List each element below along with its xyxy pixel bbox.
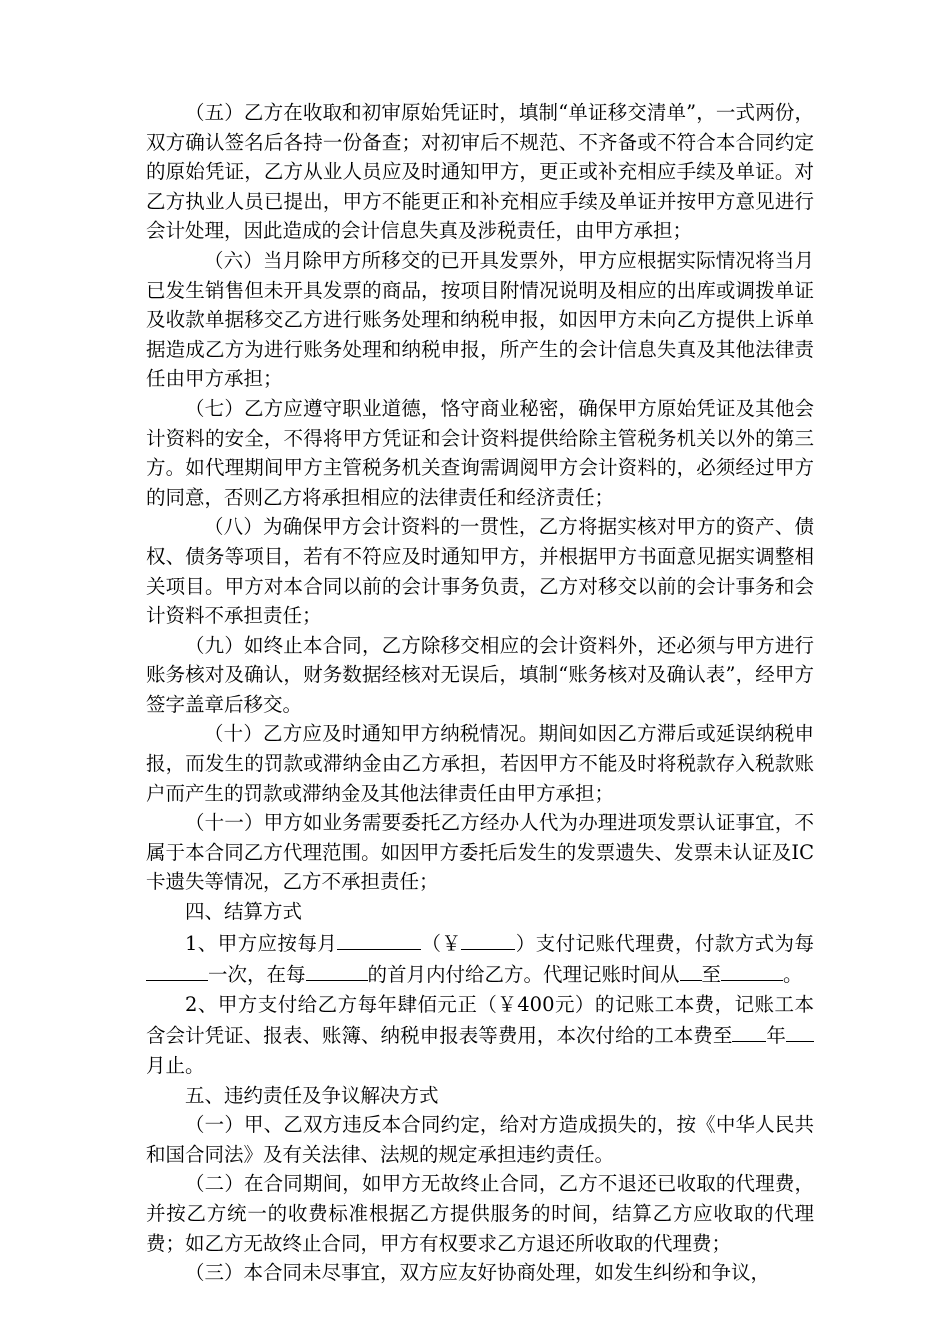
settlement-text: 年 (766, 1024, 786, 1048)
clause-8: （八）为确保甲方会计资料的一贯性，乙方将据实核对甲方的资产、债权、债务等项目，若有不符应及时通知甲方，并根据甲方书面意见据实调整相关项目。甲方对本合同以前的会计事务负责，乙方对移交以前的会计事务和会计资料不承担责任； (146, 515, 814, 628)
settlement-text: ）支付记账代理费，付款方式为每 (515, 931, 814, 955)
settlement-clause-2 (146, 990, 814, 1081)
clause-11: （十一）甲方如业务需要委托乙方经办人代为办理进项发票认证事宜，不属于本合同乙方代理范围。如因甲方委托后发生的发票遗失、发票未认证及IC卡遗失等情况，乙方不承担责任； (146, 811, 814, 894)
clause-9: （九）如终止本合同，乙方除移交相应的会计资料外，还必须与甲方进行账务核对及确认，财务数据经核对无误后，填制“账务核对及确认表”，经甲方签字盖章后移交。 (146, 633, 814, 716)
settlement-text: 的首月内付给乙方。代理记账时间从 (367, 963, 680, 987)
section-heading-5: 五、违约责任及争议解决方式 (185, 1083, 439, 1107)
payment-period-blank[interactable] (146, 958, 208, 981)
settlement-text: 。 (783, 963, 803, 987)
clause-6: （六）当月除甲方所移交的已开具发票外，甲方应根据实际情况将当月已发生销售但未开具发票的商品，按项目附情况说明及相应的出库或调拨单证及收款单据移交乙方进行账务处理和纳税申报，如因甲方未向乙方提供上诉单据造成乙方为进行账务处理和纳税申报，所产生的会计信息失真及其他法律责任由甲方承担； (146, 248, 814, 391)
settlement-text: 1、甲方应按每月 (185, 931, 338, 955)
liability-clause-1: （一）甲、乙双方违反本合同约定，给对方造成损失的，按《中华人民共和国合同法》及有关法律、法规的规定承担违约责任。 (146, 1113, 814, 1166)
settlement-clause-1 (146, 927, 814, 990)
settlement-text: 至 (701, 963, 722, 987)
clause-7: （七）乙方应遵守职业道德，恪守商业秘密，确保甲方原始凭证及其他会计资料的安全，不得将甲方凭证和会计资料提供给除主管税务机关以外的第三方。如代理期间甲方主管税务机关查询需调阅甲方会计资料的，必须经过甲方的同意，否则乙方将承担相应的法律责任和经济责任； (146, 396, 814, 509)
clause-10: （十）乙方应及时通知甲方纳税情况。期间如因乙方滞后或延误纳税申报，而发生的罚款或滞纳金由乙方承担，若因甲方不能及时将税款存入税款账户而产生的罚款或滞纳金及其他法律责任由甲方承担； (146, 722, 814, 805)
liability-clause-3: （三）本合同未尽事宜，双方应友好协商处理，如发生纠纷和争议， (185, 1261, 771, 1285)
month-blank[interactable] (786, 1019, 814, 1042)
year-blank[interactable] (732, 1019, 766, 1042)
contract-page (146, 98, 814, 1288)
end-date-blank[interactable] (721, 958, 783, 981)
clause-5: （五）乙方在收取和初审原始凭证时，填制“单证移交清单”，一式两份，双方确认签名后各持一份备查；对初审后不规范、不齐备或不符合本合同约定的原始凭证，乙方从业人员应及时通知甲方，更正或补充相应手续及单证。对乙方执业人员已提出，甲方不能更正和补充相应手续及单证并按甲方意见进行会计处理，因此造成的会计信息失真及涉税责任，由甲方承担； (146, 101, 814, 243)
settlement-text: （￥ (421, 931, 462, 955)
settlement-text: 月止。 (146, 1054, 205, 1077)
monthly-fee-blank[interactable] (337, 927, 421, 950)
settlement-text: 2、甲方支付给乙方每年肆佰元正（￥400元）的记账工本费，记账工本含会计凭证、报表、账簿、纳税申报表等费用，本次付给的工本费至 (146, 992, 814, 1048)
payment-cycle-blank[interactable] (306, 958, 368, 981)
settlement-text: 一次，在每 (208, 963, 306, 987)
yen-amount-blank[interactable] (461, 927, 515, 950)
section-heading-4: 四、结算方式 (185, 900, 303, 924)
start-date-blank[interactable] (680, 958, 702, 981)
liability-clause-2: （二）在合同期间，如甲方无故终止合同，乙方不退还已收取的代理费，并按乙方统一的收费标准根据乙方提供服务的时间，结算乙方应收取的代理费；如乙方无故终止合同，甲方有权要求乙方退还所收取的代理费； (146, 1172, 814, 1255)
